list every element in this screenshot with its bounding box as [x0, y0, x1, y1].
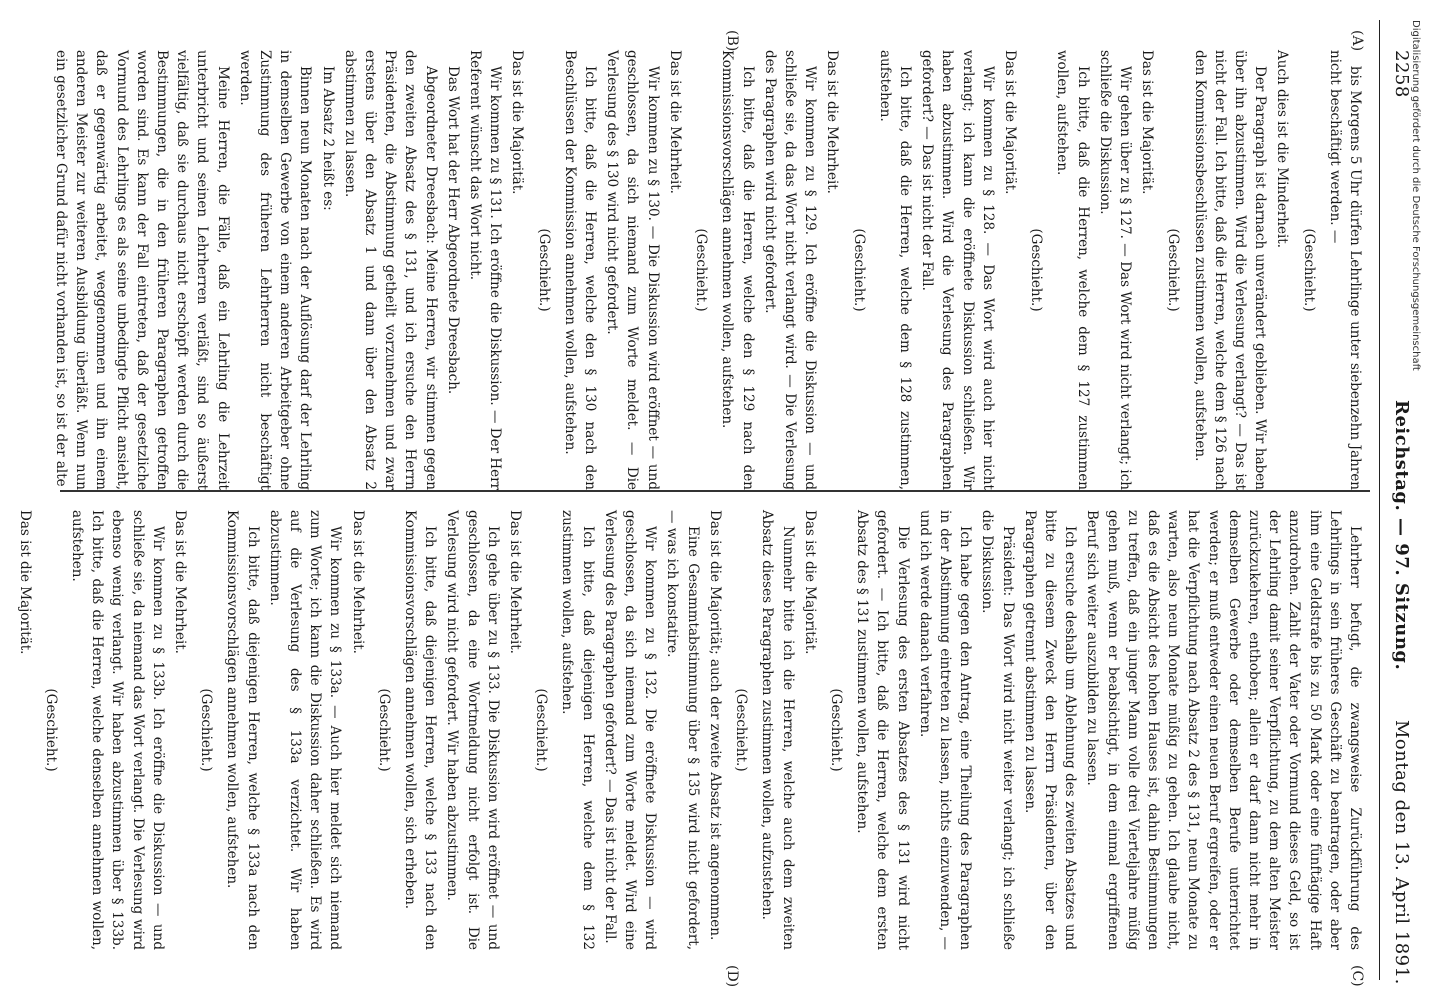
- stage-direction: (Geschieht.): [827, 688, 844, 772]
- rotated-page-content: [16, 20, 1420, 988]
- paragraph: Das ist die Majorität; auch der zweite Absatz ist angenommen.: [706, 510, 723, 941]
- stage-direction: (Geschieht.): [198, 688, 215, 772]
- paragraph: Ich bitte, daß die Herren, welche den § 130 nach den Beschlüssen der Kommission annehmen wollen, aufstehen.: [561, 50, 599, 490]
- paragraph: Lehrherr befugt, die zwangsweise Zurückführung des Lehrlings in sein früheres Geschäft zu beantragen, oder aber ihm eine Geldstrafe bis zu 50 Mark oder eine fünftägige Haft anzudrohen. Zahlt der Vater oder Vormund dieses Geld, so ist der Lehrling damit seiner Verpflichtung, zu dem alten Meister zurückzukehren, enthoben; allein er darf dann nicht mehr in demselben Gewerbe oder demselben Berufe unterrichtet werden; er muß entweder einen neuen Beruf ergreifen, oder er hat die Verpflichtung nach Absatz 2 des § 131, neun Monate zu warten, also neun Monate müßig zu gehen. Ich glaube nicht, daß es die Absicht des hohen Hauses ist, dahin Bestimmungen zu treffen, daß ein junger Mann volle drei Vierteljahre müßig gehen muß, wenn er beabsichtigt, in dem einmal ergriffenen Beruf sich weiter auszubilden zu lassen.: [1084, 510, 1363, 950]
- margin-marker-c: (C): [1349, 965, 1365, 987]
- right-column: [12, 510, 1365, 950]
- paragraph: Wir kommen zu § 133a. — Auch hier meldet sich niemand zum Worte; ich kann die Diskussion daher schließen. Es wird auf die Verlesung des § 133a verzichtet. Wir haben abzustimmen.: [266, 510, 344, 950]
- column-divider: [60, 490, 1370, 492]
- paragraph: Das ist die Mehrheit.: [507, 510, 524, 654]
- paragraph: Ich bitte, daß die Herren, welche dem § 127 zustimmen wollen, aufstehen.: [1054, 50, 1091, 490]
- paragraph: Ich gehe über zu § 133. Die Diskussion wird eröffnet — und geschlossen, da eine Wortmeldung nicht erfolgt ist. Die Verlesung wird nicht gefordert. Wir haben abzustimmen.: [444, 510, 501, 950]
- paragraph: Ich bitte, daß die Herren, welche den § 129 nach den Kommissionsvorschlägen annehmen wollen, aufstehen.: [719, 50, 756, 490]
- paragraph: Wir kommen zu § 129. Ich eröffne die Diskussion — und schließe sie, da das Wort nicht verlangt wird. — Die Verlesung des Paragraphen wird nicht gefordert.: [761, 50, 819, 490]
- paragraph: Das Wort hat der Herr Abgeordnete Dreesbach.: [444, 66, 461, 395]
- digitization-credit: Digitalisierung gefördert durch die Deutsche Forschungsgemeinschaft: [1410, 20, 1421, 371]
- paragraph: Meine Herren, die Fälle, daß ein Lehrling die Lehrzeit unterbricht und seinen Lehrherren verläßt, sind so äußerst vielfältig, daß sie durchaus nicht erschöpft werden durch die Bestimmungen, die in den früheren Paragraphen getroffen worden sind. Es kann der Fall eintreten, daß der gesetzliche Vormund des Lehrlings es als seine unbedingte Pflicht ansieht, daß er gegenwärtig arbeitet, weggenommen und ihn einem anderen Meister zur weiteren Ausbildung überläßt. Wenn nun ein gesetzlicher Grund dafür nicht vorhanden ist, so ist der alte: [53, 50, 231, 490]
- paragraph: Präsident: Das Wort wird nicht weiter verlangt; ich schließe die Diskussion.: [979, 510, 1016, 950]
- stage-direction: (Geschieht.): [375, 688, 392, 772]
- paragraph: Ich ersuche deshalb um Ablehnung des zweiten Absatzes und bitte zu diesem Zweck den Herrn Präsidenten, über den Paragraphen getrennt abstimmen zu lassen.: [1021, 510, 1079, 950]
- stage-direction: (Geschieht.): [693, 228, 710, 312]
- paragraph: Das ist die Majorität.: [16, 510, 33, 655]
- paragraph: Das ist die Majorität.: [509, 50, 526, 195]
- paragraph: Das ist die Mehrheit.: [666, 50, 683, 194]
- paragraph: Wir kommen zu § 130. — Die Diskussion wird eröffnet — und geschlossen, da sich niemand zum Worte meldet. — Die Verlesung des § 130 wird nicht gefordert.: [604, 50, 661, 490]
- session-date: Montag den 13. April 1891.: [1391, 720, 1412, 985]
- margin-marker-a: (A): [1349, 30, 1365, 52]
- paragraph: Das ist die Mehrheit.: [824, 50, 841, 194]
- paragraph: Das ist die Majorität.: [801, 510, 818, 655]
- paragraph: Wir gehen über zu § 127. — Das Wort wird nicht verlangt; ich schließe die Diskussion.: [1096, 50, 1133, 490]
- paragraph: Eine Gesammtabstimmung über § 135 wird nicht gefordert, — was ich konstatire.: [664, 510, 701, 950]
- left-column: [49, 50, 1365, 490]
- paragraph: Wir kommen zu § 131. Ich eröffne die Diskussion. — Der Herr Referent wünscht das Wort nicht.: [467, 50, 504, 490]
- paragraph: bis Morgens 5 Uhr dürfen Lehrlinge unter siebenzehn Jahren nicht beschäftigt werden. —: [1326, 50, 1363, 490]
- paragraph: Abgeordneter Dreesbach: Meine Herren, wir stimmen gegen den zweiten Absatz des § 131, und ich ersuche den Herrn Präsidenten, die Abstimmung getheilt vorzunehmen und zwar erstens über den Absatz 1 und dann über den Absatz 2 abstimmen zu lassen.: [341, 50, 439, 490]
- paragraph: Ich bitte, daß diejenigen Herren, welche § 133 nach den Kommissionsvorschlägen annehmen wollen, sich erheben.: [402, 510, 439, 950]
- paragraph: Wir kommen zu § 132. Die eröffnete Diskussion — wird geschlossen, da sich niemand zum Worte meldet. Wird eine Verlesung des Paragraphen gefordert? — Das ist nicht der Fall.: [601, 510, 659, 950]
- paragraph: Wir kommen zu § 133b. Ich eröffne die Diskussion — und schließe sie, da niemand das Wort verlangt. Die Verlesung wird ebenso wenig verlangt. Wir haben abzustimmen über § 133b. Ich bitte, daß die Herren, welche denselben annehmen wollen, aufstehen.: [69, 510, 166, 950]
- stage-direction: (Geschieht.): [533, 688, 550, 772]
- stage-direction: (Geschieht.): [1165, 228, 1182, 312]
- paragraph: Ich habe gegen den Antrag, eine Theilung des Paragraphen in der Abstimmung eintreten zu lassen, nichts einzuwenden, — und ich werde danach verfahren.: [916, 510, 974, 950]
- paragraph: Das ist die Majorität.: [1001, 50, 1018, 195]
- stage-direction: (Geschieht.): [1300, 228, 1317, 312]
- page-number: 2258: [1391, 50, 1412, 98]
- stage-direction: (Geschieht.): [1028, 228, 1045, 312]
- paragraph: Ich bitte, daß diejenigen Herren, welche dem § 132 zustimmen wollen, aufstehen.: [559, 510, 596, 950]
- paragraph: Wir kommen zu § 128. — Das Wort wird auch hier nicht verlangt; ich kann die eröffnete Diskussion schließen. Wir haben abzustimmen. Wird die Verlesung des Paragraphen gefordert? — Das ist nicht der Fall.: [919, 50, 996, 490]
- stage-direction: (Geschieht.): [850, 228, 867, 312]
- stage-direction: (Geschieht.): [535, 228, 552, 312]
- paragraph: Auch dies ist die Minderheit.: [1274, 50, 1291, 248]
- margin-marker-d: (D): [724, 965, 740, 988]
- stage-direction: (Geschieht.): [42, 688, 59, 772]
- paragraph: Das ist die Mehrheit.: [172, 510, 189, 654]
- session-title: Reichstag. — 97. Sitzung.: [1391, 400, 1412, 671]
- paragraph: Im Absatz 2 heißt es:: [319, 66, 336, 211]
- paragraph: Der Paragraph ist darnach unverändert geblieben. Wir haben über ihn abzustimmen. Wird die Verlesung verlangt? — Das ist nicht der Fall. Ich bitte, daß die Herren, welche dem § 126 nach den Kommissionsbeschlüssen zustimmen wollen, aufstehen.: [1191, 50, 1269, 490]
- stage-direction: (Geschieht.): [733, 688, 750, 772]
- paragraph: Ich bitte, daß diejenigen Herren, welche § 133a nach den Kommissionsvorschlägen annehmen wollen, aufstehen.: [224, 510, 261, 950]
- paragraph: Nunmehr bitte ich die Herren, welche auch dem zweiten Absatz dieses Paragraphen zustimmen wollen, aufzustehen.: [759, 510, 796, 950]
- margin-marker-b: (B): [724, 30, 740, 52]
- paragraph: Das ist die Mehrheit.: [349, 510, 366, 654]
- paragraph: Das ist die Majorität.: [1139, 50, 1156, 195]
- paragraph: Binnen neun Monaten nach der Auflösung darf der Lehrling in demselben Gewerbe von einem anderen Arbeitgeber ohne Zustimmung des früheren Lehrherren nicht beschäftigt werden.: [236, 50, 314, 490]
- paragraph: Ich bitte, daß die Herren, welche dem § 128 zustimmen, aufstehen.: [876, 50, 913, 490]
- paragraph: Die Verlesung des ersten Absatzes des § 131 wird nicht gefordert. — Ich bitte, daß die Herren, welche dem ersten Absatz des § 131 zustimmen wollen, aufstehen.: [854, 510, 911, 950]
